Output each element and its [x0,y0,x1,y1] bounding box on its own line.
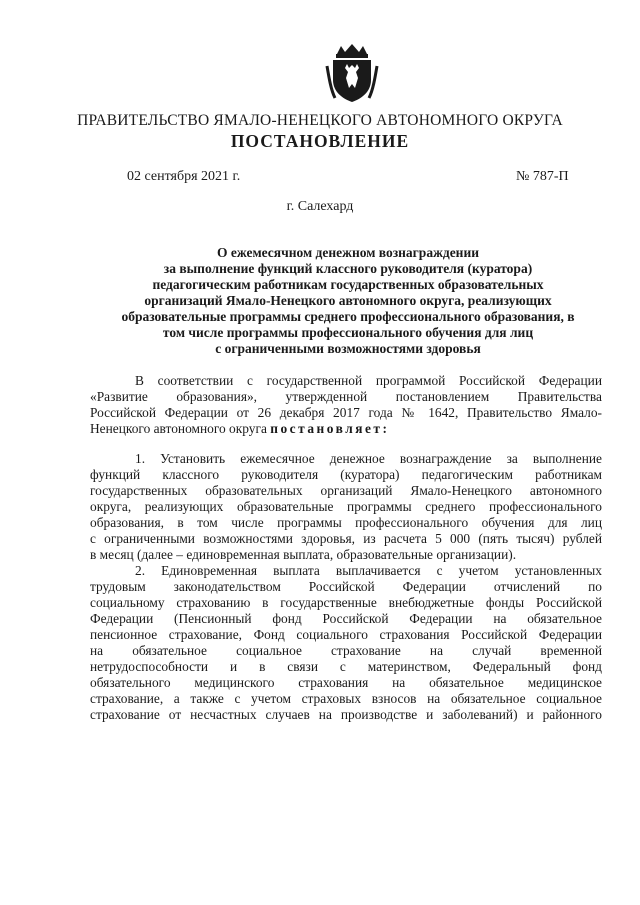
document-city: г. Салехард [286,199,354,214]
paragraph-line: государственных образовательных организаций Ямало-Ненецкого автономного [90,483,602,498]
preamble-line [90,421,602,437]
preamble-line: «Развитие образования», утвержденной постановлением Правительства [90,389,602,404]
paragraph-1 [90,451,602,563]
resolves-word: постановляет: [270,421,390,436]
paragraph-line: в месяц (далее – единовременная выплата, образовательные организации). [90,547,517,562]
paragraph-line: страхование, а также с учетом страховых взносов на обязательное социальное [90,691,602,706]
document-body [90,373,602,723]
paragraph-line: Федерации (Пенсионный фонд Российской Федерации на обязательное [90,611,602,626]
document-title [98,245,598,357]
document-type-heading: ПОСТАНОВЛЕНИЕ [230,131,410,151]
preamble-line: Российской Федерации от 26 декабря 2017 года № 1642, Правительство Ямало- [90,405,602,420]
document-date: 02 сентября 2021 г. [127,169,241,184]
document-number: № 787-П [516,169,569,184]
paragraph-line: трудовым законодательством Российской Федерации отчислений по [90,579,602,594]
title-line: О ежемесячном денежном вознаграждении [216,245,480,260]
title-line: организаций Ямало-Ненецкого автономного округа, реализующих [144,293,552,308]
title-line: за выполнение функций классного руководителя (куратора) [163,261,533,276]
paragraph-line: страхование от несчастных случаев на производстве и заболеваний) и районного [90,707,602,722]
preamble-last-text: Ненецкого автономного округа [90,421,271,436]
paragraph-2 [90,563,602,723]
coat-of-arms-icon [325,44,379,104]
paragraph-line: социальному страхованию в государственные внебюджетные фонды Российской [90,595,602,610]
paragraph-line: округа, реализующих образовательные программы среднего профессионального [90,499,602,514]
title-line: с ограниченными возможностями здоровья [215,341,481,356]
paragraph-line: обязательного медицинского страхования на обязательное медицинское [90,675,602,690]
paragraph-line: 2. Единовременная выплата выплачивается с учетом установленных [135,563,602,578]
title-line: том числе программы профессионального обучения для лиц [162,325,534,340]
title-line: педагогическим работникам государственных образовательных [152,277,544,292]
paragraph-line: 1. Установить ежемесячное денежное вознаграждение за выполнение [135,451,602,466]
paragraph-line: с ограниченными возможностями здоровья, из расчета 5 000 (пять тысяч) рублей [90,531,602,546]
preamble-line: В соответствии с государственной программой Российской Федерации [135,373,602,388]
paragraph-line: на обязательное социальное страхование на случай временной [90,643,602,658]
paragraph-line: образования, в том числе программы профессионального обучения для лиц [90,515,602,530]
organization-heading: ПРАВИТЕЛЬСТВО ЯМАЛО-НЕНЕЦКОГО АВТОНОМНОГО ОКРУГА [77,112,563,129]
paragraph-line: пенсионное страхование, Фонд социального страхования Российской Федерации [90,627,602,642]
paragraph-line: функций классного руководителя (куратора) педагогическим работникам [90,467,602,482]
title-line: образовательные программы среднего профессионального образования, в [121,309,575,324]
preamble-paragraph [90,373,602,437]
paragraph-line: нетрудоспособности и в связи с материнством, Федеральный фонд [90,659,602,674]
